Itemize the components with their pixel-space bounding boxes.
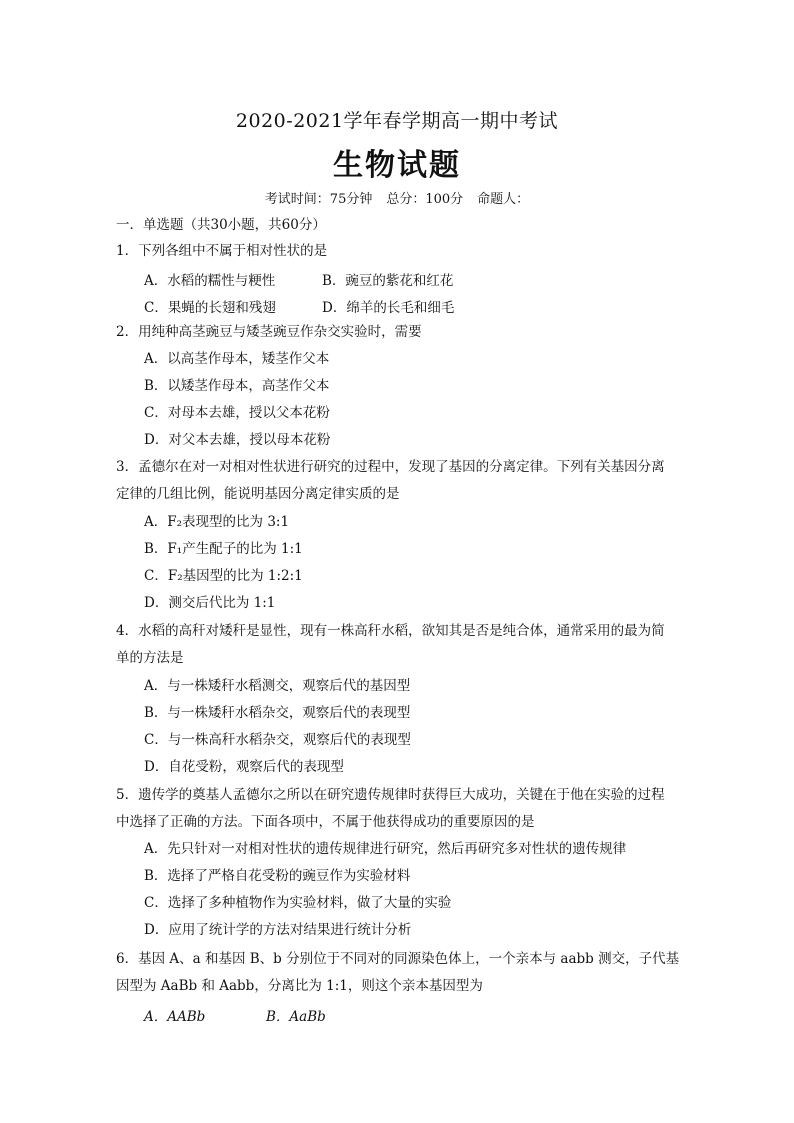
exam-meta xyxy=(0,188,794,207)
question-1-stem: 1．下列各组中不属于相对性状的是 xyxy=(116,243,328,259)
question-6-stem-line-2: 因型为 AaBb 和 Aabb，分离比为 1:1，则这个亲本基因型为 xyxy=(116,978,483,994)
exam-time: 考试时间：75分钟 xyxy=(264,192,373,207)
q2-option-c: C．对母本去雄，授以父本花粉 xyxy=(144,405,330,421)
q5-option-b: B．选择了严格自花受粉的豌豆作为实验材料 xyxy=(144,868,411,884)
q6-option-b: B．AaBb xyxy=(266,1009,326,1025)
question-5-stem-line-2: 中选择了正确的方法。下面各项中，不属于他获得成功的重要原因的是 xyxy=(116,814,535,830)
q3-option-a: A．F₂表现型的比为 3:1 xyxy=(144,514,290,530)
question-1-options-row-1 xyxy=(144,269,454,289)
q5-option-c: C．选择了多种植物作为实验材料，做了大量的实验 xyxy=(144,895,452,911)
q4-option-d: D．自花受粉，观察后代的表现型 xyxy=(144,759,344,775)
exam-score: 总分：100分 xyxy=(386,192,464,207)
section-heading: 一．单选题（共30小题，共60分） xyxy=(116,217,326,233)
exam-subject-title: 生物试题 xyxy=(333,148,461,183)
question-4-stem-line-1: 4．水稻的高秆对矮秆是显性，现有一株高秆水稻，欲知其是否是纯合体，通常采用的最为简 xyxy=(116,623,665,639)
q3-option-c: C．F₂基因型的比为 1:2:1 xyxy=(144,568,303,584)
q1-option-b: B．豌豆的紫花和红花 xyxy=(322,273,454,289)
question-3-stem-line-2: 定律的几组比例，能说明基因分离定律实质的是 xyxy=(116,486,400,502)
q5-option-d: D．应用了统计学的方法对结果进行统计分析 xyxy=(144,922,412,938)
q1-option-a: A．水稻的糯性与粳性 xyxy=(144,273,276,289)
q1-option-d: D．绵羊的长毛和细毛 xyxy=(322,300,455,316)
q2-option-b: B．以矮茎作母本，高茎作父本 xyxy=(144,378,330,394)
q4-option-c: C．与一株高秆水稻杂交，观察后代的表现型 xyxy=(144,732,411,748)
q2-option-a: A．以高茎作母本，矮茎作父本 xyxy=(144,351,330,367)
question-6-stem-line-1: 6．基因 A、a 和基因 B、b 分别位于不同对的同源染色体上，一个亲本与 aabb 测交，子代基 xyxy=(116,951,680,967)
q2-option-d: D．对父本去雄，授以母本花粉 xyxy=(144,432,331,448)
q3-option-d: D．测交后代比为 1:1 xyxy=(144,595,276,611)
question-6-options-row-1 xyxy=(144,1005,326,1025)
question-5-stem-line-1: 5．遗传学的奠基人孟德尔之所以在研究遗传规律时获得巨大成功，关键在于他在实验的过程 xyxy=(116,787,665,803)
question-1-options-row-2 xyxy=(144,296,455,316)
exam-author: 命题人： xyxy=(477,192,530,207)
q4-option-b: B．与一株矮秆水稻杂交，观察后代的表现型 xyxy=(144,705,411,721)
exam-title: 2020-2021学年春学期高一期中考试 xyxy=(235,110,559,132)
question-4-stem-line-2: 单的方法是 xyxy=(116,650,184,666)
q1-option-c: C．果蝇的长翅和残翅 xyxy=(144,300,276,316)
q5-option-a: A．先只针对一对相对性状的遗传规律进行研究，然后再研究多对性状的遗传规律 xyxy=(144,841,627,857)
q4-option-a: A．与一株矮秆水稻测交，观察后代的基因型 xyxy=(144,678,411,694)
q6-option-a: A．AABb xyxy=(144,1009,206,1025)
question-3-stem-line-1: 3．孟德尔在对一对相对性状进行研究的过程中，发现了基因的分离定律。下列有关基因分离 xyxy=(116,459,665,475)
q3-option-b: B．F₁产生配子的比为 1:1 xyxy=(144,541,303,557)
question-2-stem: 2．用纯种高茎豌豆与矮茎豌豆作杂交实验时，需要 xyxy=(116,324,422,340)
